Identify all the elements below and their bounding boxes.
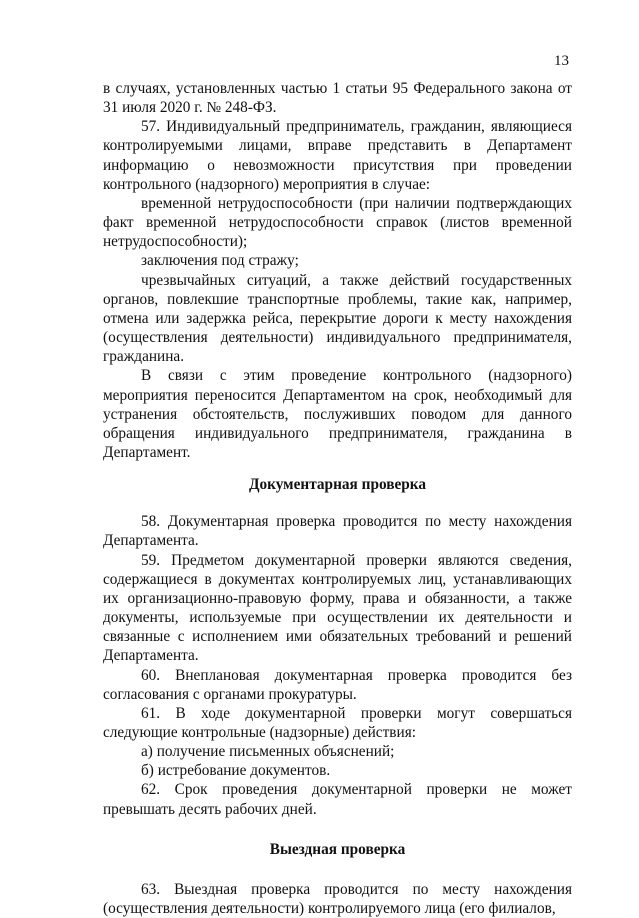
paragraph-61: 61. В ходе документарной проверки могут совершаться следующие контрольные (надзорные) действия: [103,704,572,741]
paragraph-58: 58. Документарная проверка проводится по месту нахождения Департамента. [103,513,572,550]
paragraph-continuation: в случаях, установленных частью 1 статьи 95 Федерального закона от 31 июля 2020 г. № 248-ФЗ. [103,80,572,117]
spacer [103,819,572,840]
paragraph-57: 57. Индивидуальный предприниматель, гражданин, являющиеся контролируемыми лицами, вправе представить в Департамент информацию о невозможности присутствия при проведении контрольного (надзорного) мероприятия в случае: [103,118,572,193]
spacer [103,462,572,475]
section-heading-onsite-check: Выездная проверка [269,840,406,858]
paragraph-59: 59. Предметом документарной проверки являются сведения, содержащиеся в документах контролируемых лиц, устанавливающих их организационно-правовую форму, права и обязанности, а также документы, используемые при осуществлении их деятельности и связанные с исполнением ими обязательных требований и решений Департамента. [103,551,572,665]
paragraph-60: 60. Внеплановая документарная проверка проводится без согласования с органами прокуратуры. [103,666,572,703]
spacer [103,494,572,512]
spacer [103,859,572,880]
paragraph-61-item-a: а) получение письменных объяснений; [141,743,395,761]
paragraph-57-case-emergency: чрезвычайных ситуаций, а также действий государственных органов, повлекшие транспортные проблемы, такие как, например, отмена или задержка рейса, перекрытие дороги к месту нахождения (осуществления деятельности) индивидуального предпринимателя, гражданина. [103,271,572,366]
page-number: 13 [554,53,569,69]
section-heading-documentary-check: Документарная проверка [248,476,427,494]
paragraph-postponement: В связи с этим проведение контрольного (надзорного) мероприятия переносится Департаментом на срок, необходимый для устранения обстоятельств, послуживших поводом для данного обращения индивидуального предпринимателя, гражданина в Департамент. [103,367,572,461]
paragraph-57-case-custody: заключения под стражу; [141,252,299,270]
paragraph-61-item-b: б) истребование документов. [141,762,331,780]
paragraph-62: 62. Срок проведения документарной проверки не может превышать десять рабочих дней. [103,781,572,818]
paragraph-63: 63. Выездная проверка проводится по месту нахождения (осуществления деятельности) контролируемого лица (его филиалов, [103,880,572,918]
paragraph-57-case-disability: временной нетрудоспособности (при наличии подтверждающих факт временной нетрудоспособности справок (листов временной нетрудоспособности); [103,194,572,251]
document-body [103,79,572,918]
